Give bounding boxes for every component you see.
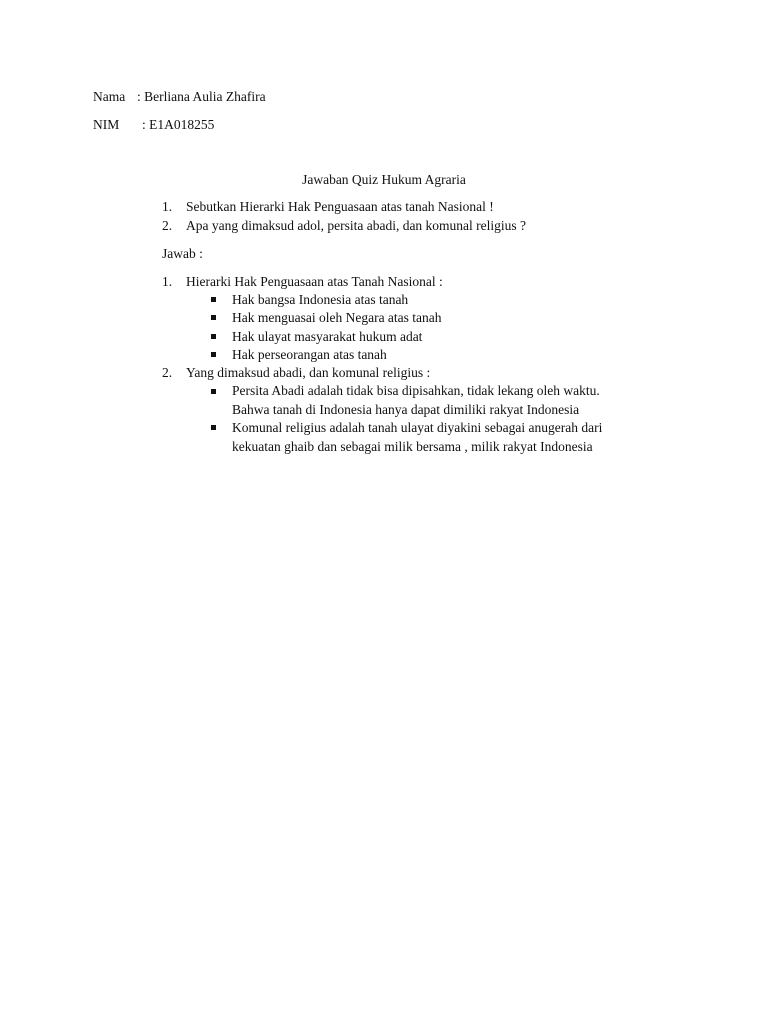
bullet-text: Hak menguasai oleh Negara atas tanah [232, 310, 442, 325]
bullet-text: Hak perseorangan atas tanah [232, 347, 387, 362]
bullet-text-continued: kekuatan ghaib dan sebagai milik bersama , milik rakyat Indonesia [232, 439, 593, 454]
name-label: Nama [93, 89, 126, 104]
nim-label: NIM [93, 117, 120, 132]
answer-number: 2. [162, 365, 173, 380]
bullet-text: Hak ulayat masyarakat hukum adat [232, 329, 423, 344]
answer-label: Jawab : [162, 246, 203, 261]
nim-value: : E1A018255 [142, 117, 215, 132]
bullet-text: Hak bangsa Indonesia atas tanah [232, 292, 409, 307]
answer-heading: Yang dimaksud abadi, dan komunal religius : [186, 365, 431, 380]
square-bullet-icon [211, 425, 216, 430]
document-title: Jawaban Quiz Hukum Agraria [302, 172, 466, 187]
square-bullet-icon [211, 334, 216, 339]
name-value: : Berliana Aulia Zhafira [137, 89, 266, 104]
bullet-text-continued: Bahwa tanah di Indonesia hanya dapat dimiliki rakyat Indonesia [232, 402, 580, 417]
question-text: Sebutkan Hierarki Hak Penguasaan atas tanah Nasional ! [186, 199, 494, 214]
square-bullet-icon [211, 352, 216, 357]
bullet-text: Persita Abadi adalah tidak bisa dipisahkan, tidak lekang oleh waktu. [232, 383, 600, 398]
bullet-text: Komunal religius adalah tanah ulayat diyakini sebagai anugerah dari [232, 420, 603, 435]
question-number: 2. [162, 218, 173, 233]
answer-number: 1. [162, 274, 173, 289]
question-number: 1. [162, 199, 173, 214]
square-bullet-icon [211, 389, 216, 394]
square-bullet-icon [211, 315, 216, 320]
square-bullet-icon [211, 297, 216, 302]
answer-heading: Hierarki Hak Penguasaan atas Tanah Nasional : [186, 274, 443, 289]
question-text: Apa yang dimaksud adol, persita abadi, dan komunal religius ? [186, 218, 527, 233]
